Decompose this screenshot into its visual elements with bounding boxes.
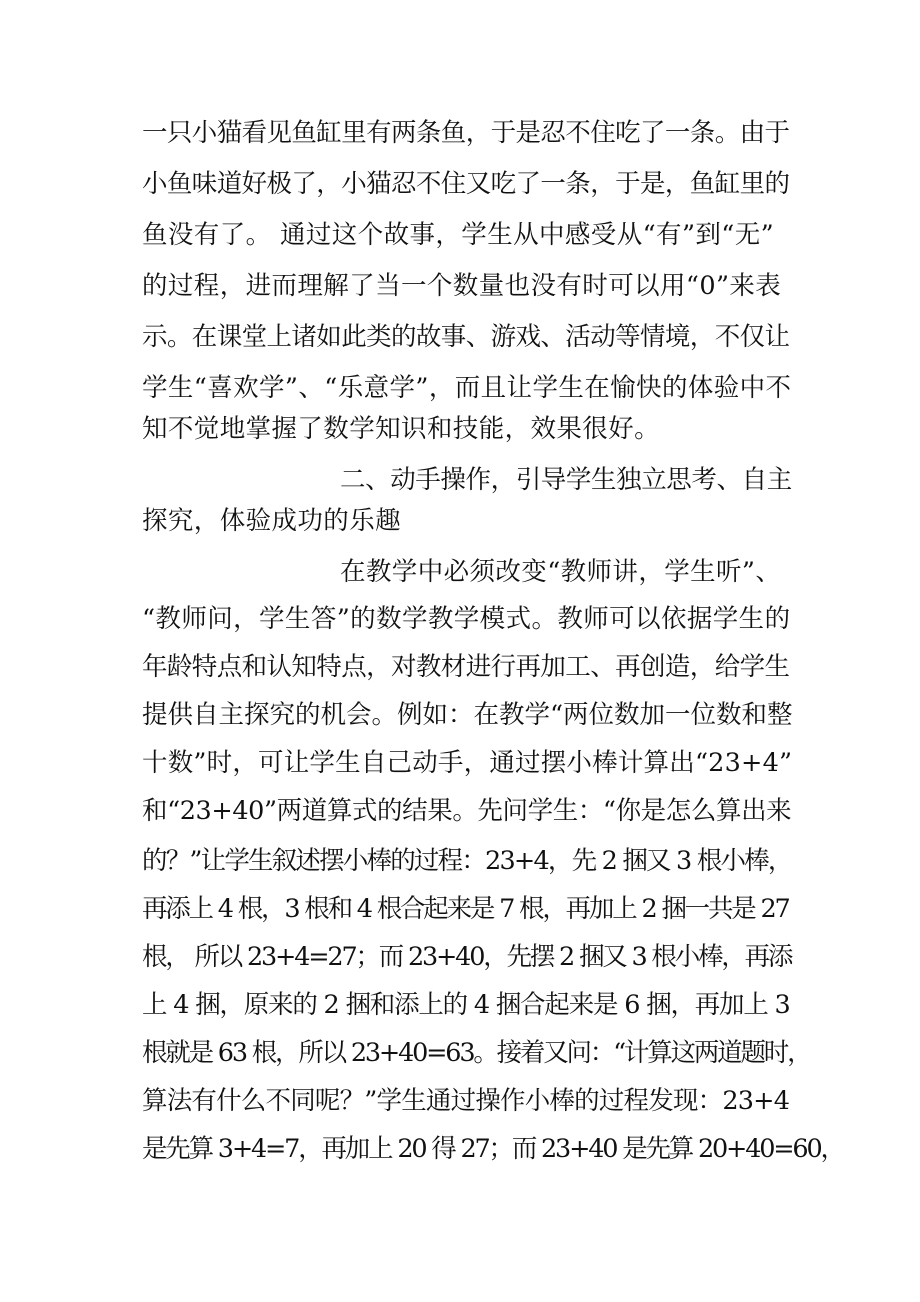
paragraph-start-line: 在教学中必须改变“教师讲，学生听”、 [340,557,782,587]
text-line: 鱼没有了。 通过这个故事，学生从中感受从“有”到“无” [142,220,775,250]
text-line: 学生“喜欢学”、“乐意学”，而且让学生在愉快的体验中不 [142,373,792,403]
text-line: 十数”时，可让学生自己动手，通过摆小棒计算出“23+4” [142,748,793,778]
text-line: 根就是 63 根，所以 23+40=63。接着又问：“计算这两道题时， [142,1038,811,1068]
text-line: 的？”让学生叙述摆小棒的过程：23+4，先 2 捆又 3 根小棒， [142,846,792,876]
text-line: 知不觉地掌握了数学知识和技能，效果很好。 [142,414,661,444]
text-line: 根， 所以 23+4=27；而 23+40，先摆 2 捆又 3 根小棒，再添 [142,942,792,972]
text-line: 和“23+40”两道算式的结果。先问学生：“你是怎么算出来 [142,796,792,826]
text-line: 算法有什么不同呢？”学生通过操作小棒的过程发现：23+4 [142,1086,790,1116]
text-line: 年龄特点和认知特点，对教材进行再加工、再创造，给学生 [142,652,790,682]
text-line: 的过程，进而理解了当一个数量也没有时可以用“0”来表 [142,271,782,301]
text-line: 是先算 3+4=7，再加上 20 得 27；而 23+40 是先算 20+40=60， [142,1134,844,1164]
section-heading-line: 探究，体验成功的乐趣 [142,506,402,536]
text-line: 再添上 4 根，3 根和 4 根合起来是 7 根，再加上 2 捆一共是 27 [142,894,789,924]
text-line: 上 4 捆，原来的 2 捆和添上的 4 捆合起来是 6 捆，再加上 3 [142,990,790,1020]
text-line: 一只小猫看见鱼缸里有两条鱼，于是忍不住吃了一条。由于 [142,118,790,148]
text-line: 示。在课堂上诸如此类的故事、游戏、活动等情境，不仅让 [142,322,790,352]
text-line: 提供自主探究的机会。例如：在教学“两位数加一位数和整 [142,700,793,730]
text-line: 小鱼味道好极了，小猫忍不住又吃了一条，于是，鱼缸里的 [142,169,790,199]
section-heading-line: 二、动手操作，引导学生独立思考、自主 [340,465,792,495]
text-line: “教师问，学生答”的数学教学模式。教师可以依据学生的 [142,604,791,634]
